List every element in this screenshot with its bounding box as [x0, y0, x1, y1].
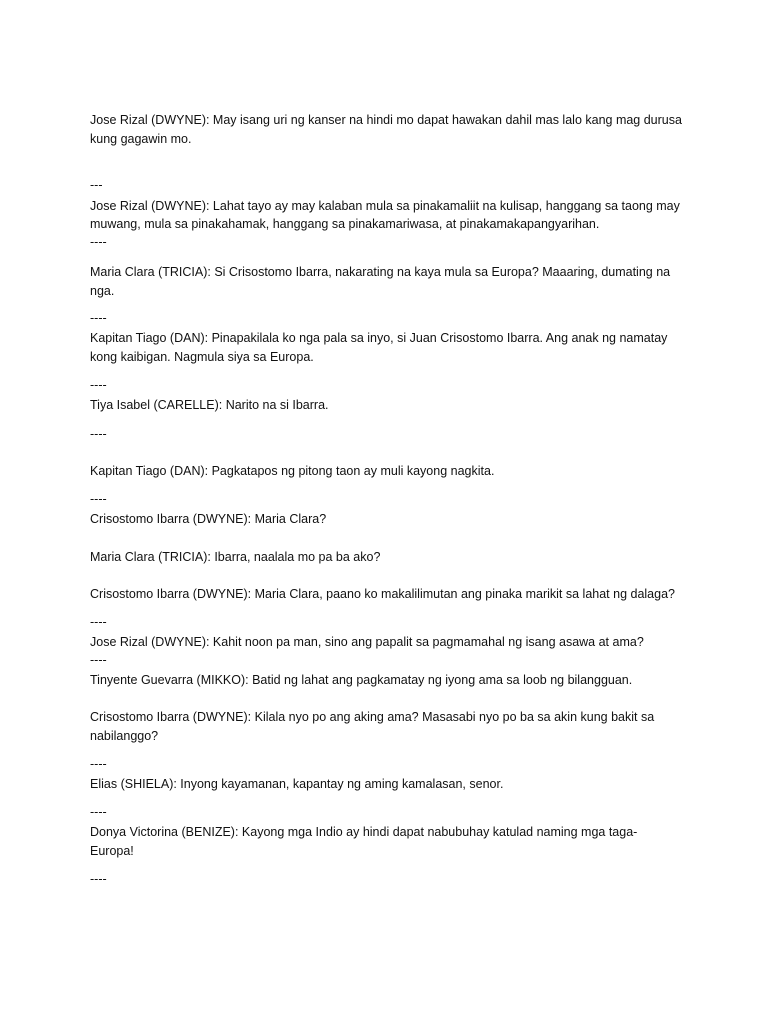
separator: ---- [90, 872, 107, 886]
separator: ---- [90, 805, 107, 819]
separator: ---- [90, 378, 107, 392]
dialogue-line: Crisostomo Ibarra (DWYNE): Kilala nyo po ang aking ama? Masasabi nyo po ba sa akin kung bakit sa [90, 710, 655, 724]
separator: ---- [90, 757, 107, 771]
dialogue-line: Elias (SHIELA): Inyong kayamanan, kapantay ng aming kamalasan, senor. [90, 777, 504, 791]
separator: ---- [90, 492, 107, 506]
dialogue-line: Crisostomo Ibarra (DWYNE): Maria Clara? [90, 512, 327, 526]
dialogue-line: Jose Rizal (DWYNE): May isang uri ng kanser na hindi mo dapat hawakan dahil mas lalo kang mag durusa [90, 113, 682, 127]
separator: --- [90, 178, 103, 192]
dialogue-line: Kapitan Tiago (DAN): Pagkatapos ng pitong taon ay muli kayong nagkita. [90, 464, 495, 478]
dialogue-line: Donya Victorina (BENIZE): Kayong mga Indio ay hindi dapat nabubuhay katulad naming mga taga- [90, 825, 638, 839]
separator: ---- [90, 615, 107, 629]
dialogue-line: nga. [90, 284, 115, 298]
dialogue-line: Maria Clara (TRICIA): Ibarra, naalala mo pa ba ako? [90, 550, 381, 564]
dialogue-line: muwang, mula sa pinakahamak, hanggang sa pinakamariwasa, at pinakamakapangyarihan. [90, 217, 600, 231]
dialogue-line: Kapitan Tiago (DAN): Pinapakilala ko nga pala sa inyo, si Juan Crisostomo Ibarra. Ang anak ng namatay [90, 331, 668, 345]
dialogue-line: Tinyente Guevarra (MIKKO): Batid ng lahat ang pagkamatay ng iyong ama sa loob ng bilangguan. [90, 673, 633, 687]
separator: ---- [90, 427, 107, 441]
dialogue-line: Europa! [90, 844, 134, 858]
dialogue-line: Jose Rizal (DWYNE): Kahit noon pa man, sino ang papalit sa pagmamahal ng isang asawa at ama? [90, 635, 644, 649]
dialogue-line: nabilanggo? [90, 729, 159, 743]
dialogue-line: kung gagawin mo. [90, 132, 192, 146]
dialogue-line: kong kaibigan. Nagmula siya sa Europa. [90, 350, 314, 364]
dialogue-line: Jose Rizal (DWYNE): Lahat tayo ay may kalaban mula sa pinakamaliit na kulisap, hanggang sa taong may [90, 199, 680, 213]
separator: ---- [90, 311, 107, 325]
dialogue-line: Tiya Isabel (CARELLE): Narito na si Ibarra. [90, 398, 329, 412]
dialogue-line: Crisostomo Ibarra (DWYNE): Maria Clara, paano ko makalilimutan ang pinaka marikit sa lahat ng dalaga? [90, 587, 675, 601]
separator: ---- [90, 653, 107, 667]
separator: ---- [90, 235, 107, 249]
dialogue-line: Maria Clara (TRICIA): Si Crisostomo Ibarra, nakarating na kaya mula sa Europa? Maaaring, dumating na [90, 265, 671, 279]
